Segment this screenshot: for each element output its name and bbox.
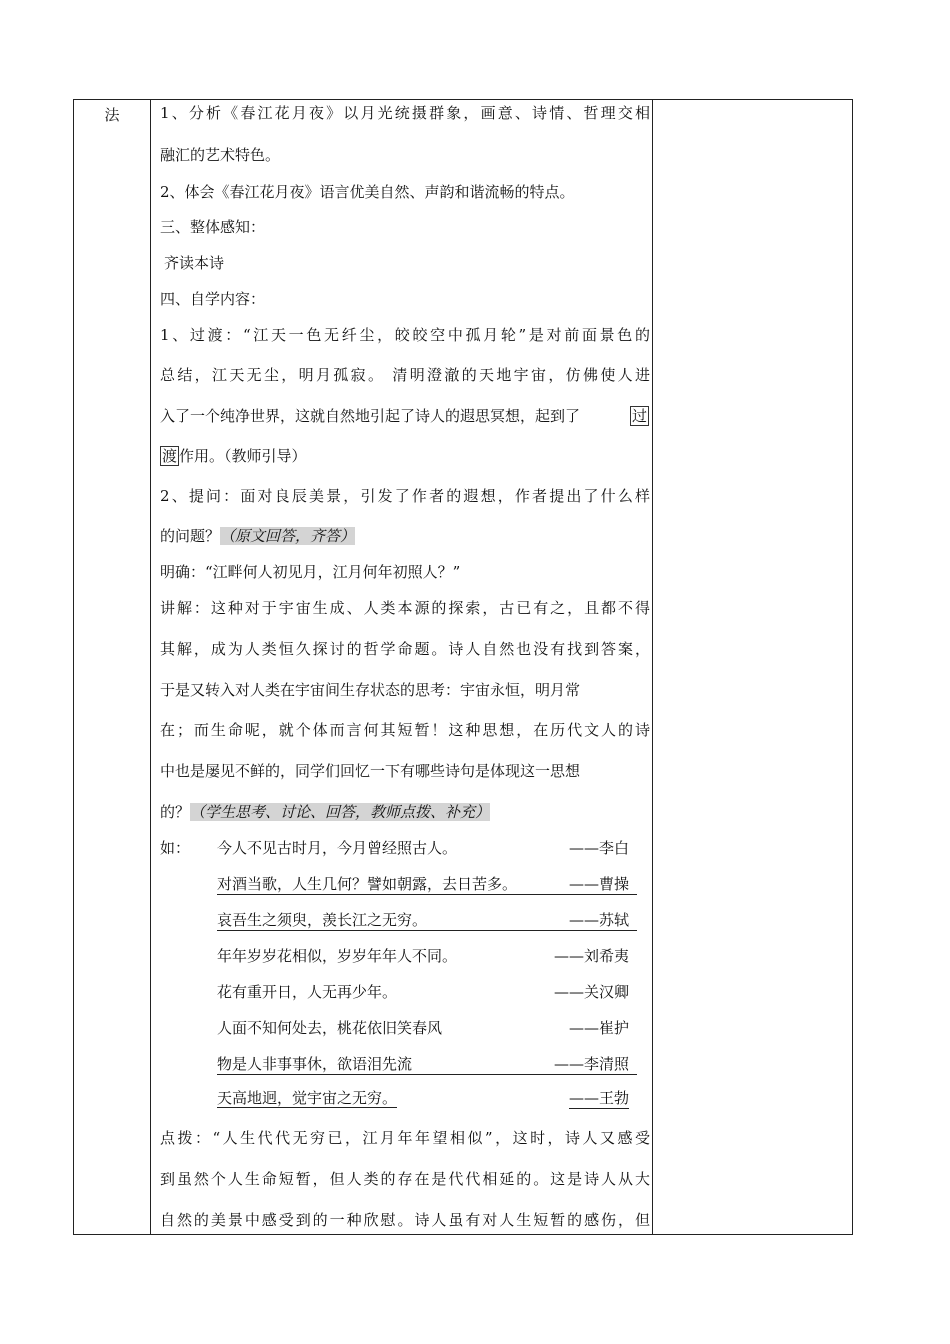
text-span: 作用。（教师引导） <box>179 447 307 465</box>
poem-text: 天高地迥，觉宇宙之无穷。 <box>217 1089 398 1107</box>
text-line: 如： <box>160 839 191 857</box>
text-line: 明确：“江畔何人初见月，江月何年初照人？” <box>160 563 461 581</box>
text-line: 四、自学内容： <box>160 290 266 308</box>
poem-text: 年年岁岁花相似，岁岁年年人不同。 <box>217 947 458 965</box>
text-line: 点拨：“人生代代无穷已，江月年年望相似”，这时，诗人又感受 <box>160 1129 650 1147</box>
poem-text: 人面不知何处去，桃花依旧笑春风 <box>217 1019 443 1037</box>
text-line <box>160 446 307 466</box>
poem-author: ——李白 <box>568 839 629 857</box>
boxed-char: 过 <box>632 407 648 425</box>
text-line <box>160 802 490 822</box>
poem-line <box>217 1088 637 1108</box>
text-line: 中也是屡见不鲜的，同学们回忆一下有哪些诗句是体现这一思想 <box>160 762 581 780</box>
poem-author: ——刘希夷 <box>553 947 629 965</box>
text-span: 的？ <box>160 803 191 821</box>
text-line: 齐读本诗 <box>164 254 225 272</box>
boxed-text <box>630 406 649 426</box>
text-line: 2、提问：面对良辰美景，引发了作者的遐想，作者提出了什么样 <box>160 487 650 505</box>
text-line: 入了一个纯净世界，这就自然地引起了诗人的遐思冥想，起到了 <box>160 407 581 425</box>
poem-line <box>217 910 637 931</box>
column-divider-1 <box>150 100 151 1234</box>
poem-text: 今人不见古时月，今月曾经照古人。 <box>217 839 458 857</box>
poem-text: 花有重开日，人无再少年。 <box>217 983 398 1001</box>
poem-line <box>217 982 637 1002</box>
shaded-note: （原文回答，齐答） <box>220 527 356 545</box>
text-line: 总结，江天无尘，明月孤寂。 清明澄澈的天地宇宙，仿佛使人进 <box>160 366 650 384</box>
poem-author: ——王勃 <box>568 1089 629 1107</box>
poem-text: 对酒当歌，人生几何？譬如朝露，去日苦多。 <box>217 875 518 893</box>
poem-author: ——苏轼 <box>568 911 629 929</box>
poem-author: ——关汉卿 <box>553 983 629 1001</box>
text-line: 自然的美景中感受到的一种欣慰。诗人虽有对人生短暂的感伤，但 <box>160 1211 650 1229</box>
column-divider-2 <box>652 100 653 1234</box>
text-line: 1、分析《春江花月夜》以月光统摄群象，画意、诗情、哲理交相 <box>160 104 650 122</box>
poem-text: 哀吾生之须臾，羡长江之无穷。 <box>217 911 428 929</box>
text-line: 融汇的艺术特色。 <box>160 146 281 164</box>
text-line: 其解，成为人类恒久探讨的哲学命题。诗人自然也没有找到答案， <box>160 640 650 658</box>
text-line: 在；而生命呢，就个体而言何其短暂！这种思想，在历代文人的诗 <box>160 721 650 739</box>
poem-line <box>217 874 637 895</box>
boxed-char: 渡 <box>162 447 178 465</box>
poem-author: ——曹操 <box>568 875 629 893</box>
poem-line <box>217 838 637 858</box>
poem-line <box>217 1054 637 1075</box>
text-line: 1、过渡：“江天一色无纤尘，皎皎空中孤月轮”是对前面景色的 <box>160 326 650 344</box>
poem-line <box>217 1018 637 1038</box>
poem-author: ——李清照 <box>553 1055 629 1073</box>
text-line: 到虽然个人生命短暂，但人类的存在是代代相延的。这是诗人从大 <box>160 1170 650 1188</box>
shaded-note: （学生思考、讨论、回答，教师点拨、补充） <box>190 803 491 821</box>
text-line <box>160 526 355 546</box>
text-span: 的问题？ <box>160 527 221 545</box>
poem-text: 物是人非事事休，欲语泪先流 <box>217 1055 413 1073</box>
text-line: 讲解：这种对于宇宙生成、人类本源的探索，古已有之，且都不得 <box>160 599 650 617</box>
text-line: 三、整体感知： <box>160 218 266 236</box>
poem-line <box>217 946 637 966</box>
text-line: 2、体会《春江花月夜》语言优美自然、声韵和谐流畅的特点。 <box>160 183 575 201</box>
poem-author: ——崔护 <box>568 1019 629 1037</box>
lesson-table <box>73 99 853 1235</box>
text-line: 于是又转入对人类在宇宙间生存状态的思考：宇宙永恒，明月常 <box>160 681 581 699</box>
column-label: 法 <box>104 106 120 124</box>
